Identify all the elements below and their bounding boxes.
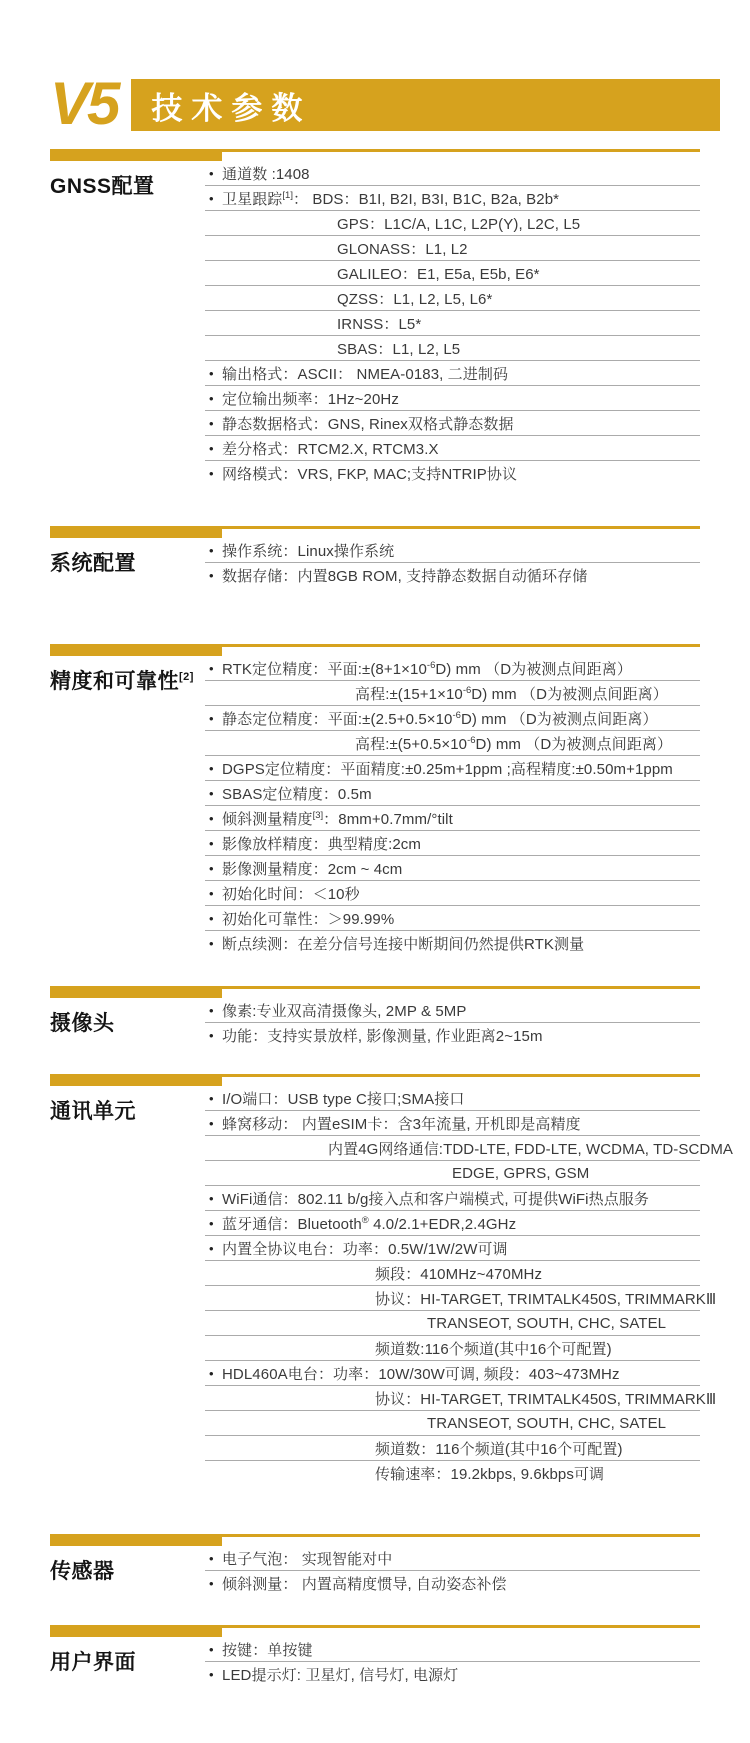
spec-text: I/O端口：USB type C接口;SMA接口 (222, 1090, 465, 1108)
section-body (50, 1637, 700, 1687)
spec-rows (205, 1086, 734, 1486)
spec-text: 卫星跟踪[1]： BDS：B1I, B2I, B3I, B1C, B2a, B2b* (222, 189, 560, 208)
section-sensors (50, 1534, 700, 1596)
spec-row (205, 1286, 717, 1311)
section-communication (50, 1074, 734, 1486)
gold-rule-thick (50, 149, 222, 161)
spec-text: 操作系统：Linux操作系统 (222, 542, 395, 560)
bullet-icon: • (209, 1365, 214, 1381)
gold-rule-thick (50, 526, 222, 538)
spec-row (205, 1361, 700, 1386)
spec-row (205, 931, 700, 956)
spec-rows (205, 656, 700, 956)
section-title: 传感器 (50, 1560, 115, 1584)
spec-row (205, 1411, 700, 1436)
section-title: 用户界面 (50, 1651, 136, 1675)
bullet-icon: • (209, 835, 214, 851)
spec-text: 功能：支持实景放样, 影像测量, 作业距离2~15m (222, 1028, 543, 1046)
gold-rule-thick (50, 1074, 222, 1086)
superscript-note: -6 (452, 709, 461, 721)
superscript-note: -6 (462, 684, 472, 696)
bullet-icon: • (209, 1576, 214, 1592)
spec-text: 蓝牙通信：Bluetooth® 4.0/2.1+EDR,2.4GHz (222, 1214, 517, 1233)
bullet-icon: • (209, 390, 214, 406)
spec-row (205, 1023, 700, 1048)
spec-text: 影像测量精度：2cm ~ 4cm (222, 860, 403, 878)
superscript-note: [1] (282, 189, 293, 201)
section-divider (50, 1625, 700, 1637)
spec-text: LED提示灯: 卫星灯, 信号灯, 电源灯 (222, 1667, 459, 1685)
title-banner (131, 79, 720, 131)
spec-text: 输出格式：ASCII： NMEA-0183, 二进制码 (222, 365, 509, 383)
section-gnss-config (50, 149, 700, 486)
section-body (50, 1546, 700, 1596)
spec-text: 协议：HI-TARGET, TRIMTALK450S, TRIMMARKⅢ (375, 1390, 717, 1408)
bullet-icon: • (209, 710, 214, 726)
spec-text: 初始化可靠性：＞99.99% (222, 910, 395, 928)
spec-text: HDL460A电台：功率：10W/30W可调, 频段：403~473MHz (222, 1365, 620, 1383)
section-divider (50, 526, 700, 538)
spec-text: EDGE, GPRS, GSM (452, 1164, 590, 1182)
bullet-icon: • (209, 415, 214, 431)
spec-text: 内置4G网络通信:TDD-LTE, FDD-LTE, WCDMA, TD-SCDMA (328, 1140, 734, 1158)
bullet-icon: • (209, 1190, 214, 1206)
spec-text: 电子气泡： 实现智能对中 (222, 1550, 393, 1568)
spec-row (205, 906, 700, 931)
spec-row (205, 236, 700, 261)
spec-text: 高程$:\pm(15+1\times 10^{-6}D)$ mm （D为被测点间距离） (355, 684, 668, 703)
bullet-icon: • (209, 860, 214, 876)
spec-text: 频段：410MHz~470MHz (375, 1265, 543, 1283)
section-title: 摄像头 (50, 1012, 115, 1036)
spec-row (205, 261, 700, 286)
spec-text: DGPS定位精度：平面精度:±0.25m+1ppm ;高程精度:±0.50m+1ppm (222, 760, 673, 778)
spec-row (205, 1261, 700, 1286)
spec-text: GLONASS：L1, L2 (337, 240, 468, 258)
spec-row (205, 1236, 700, 1261)
bullet-icon: • (209, 810, 214, 826)
spec-text: IRNSS：L5* (337, 315, 422, 333)
spec-row (205, 856, 700, 881)
spec-row (205, 386, 700, 411)
spec-text: 传输速率：19.2kbps, 9.6kbps可调 (375, 1466, 605, 1484)
bullet-icon: • (209, 936, 214, 952)
spec-text: 数据存储：内置8GB ROM, 支持静态数据自动循环存储 (222, 568, 588, 586)
spec-text: 倾斜测量精度[3]：8mm+0.7mm/°tilt (222, 809, 453, 828)
spec-row (205, 461, 700, 486)
spec-row (205, 998, 700, 1023)
section-title-superscript: [2] (179, 671, 194, 684)
spec-row (205, 781, 700, 806)
spec-text: RTK定位精度：平面$:\pm(8+1\times 10^{-6}D)$ mm （D为被测点间距离） (222, 659, 632, 678)
spec-text: 蜂窝移动： 内置eSIM卡：含3年流量, 开机即是高精度 (222, 1115, 581, 1133)
spec-row (205, 1086, 700, 1111)
spec-text: GALILEO：E1, E5a, E5b, E6* (337, 265, 540, 283)
spec-row (205, 1311, 700, 1336)
spec-text: SBAS定位精度：0.5m (222, 785, 372, 803)
section-body (50, 538, 700, 588)
spec-row (205, 831, 700, 856)
spec-text: TRANSEOT, SOUTH, CHC, SATEL (427, 1414, 667, 1432)
spec-row (205, 1336, 700, 1361)
spec-row (205, 1461, 700, 1486)
bullet-icon: • (209, 1028, 214, 1044)
section-divider (50, 986, 700, 998)
bullet-icon: • (209, 1641, 214, 1657)
bullet-icon: • (209, 660, 214, 676)
spec-text: TRANSEOT, SOUTH, CHC, SATEL (427, 1314, 667, 1332)
spec-rows (205, 998, 700, 1048)
section-body (50, 656, 700, 956)
section-camera (50, 986, 700, 1048)
spec-row (205, 161, 700, 186)
spec-row (205, 881, 700, 906)
section-title: 精度和可靠性[2] (50, 670, 194, 694)
superscript-note: ® (361, 1214, 369, 1226)
spec-row (205, 411, 700, 436)
spec-row (205, 1571, 700, 1596)
spec-text: 差分格式：RTCM2.X, RTCM3.X (222, 440, 439, 458)
spec-row (205, 806, 700, 831)
spec-text: 像素:专业双高清摄像头, 2MP & 5MP (222, 1002, 467, 1020)
spec-text: 频道数：116个频道(其中16个可配置) (375, 1440, 623, 1458)
spec-text: GPS：L1C/A, L1C, L2P(Y), L2C, L5 (337, 215, 581, 233)
spec-rows (205, 161, 700, 486)
spec-text: 协议：HI-TARGET, TRIMTALK450S, TRIMMARKⅢ (375, 1290, 717, 1308)
bullet-icon: • (209, 542, 214, 558)
spec-rows (205, 538, 700, 588)
spec-row (205, 1662, 700, 1687)
superscript-note: -6 (426, 659, 436, 671)
spec-text: 静态定位精度：平面$:\pm(2.5+0.5\times 10^{-6}D)$ mm （D为被测点间距离） (222, 709, 658, 728)
section-accuracy-reliability (50, 644, 700, 956)
gold-rule-thick (50, 1625, 222, 1637)
spec-row (205, 681, 700, 706)
superscript-note: [3] (312, 809, 324, 821)
spec-text: 按键：单按键 (222, 1641, 313, 1659)
spec-text: 频道数:116个频道(其中16个可配置) (375, 1340, 612, 1358)
spec-rows (205, 1546, 700, 1596)
bullet-icon: • (209, 910, 214, 926)
section-user-interface (50, 1625, 700, 1687)
spec-row (205, 656, 700, 681)
spec-row (205, 336, 700, 361)
spec-sections (50, 149, 734, 1687)
spec-row (205, 1111, 700, 1136)
section-divider (50, 149, 700, 161)
bullet-icon: • (209, 466, 214, 482)
spec-row (205, 1136, 734, 1161)
spec-text: 断点续测：在差分信号连接中断期间仍然提供RTK测量 (222, 936, 585, 954)
gold-rule-thick (50, 986, 222, 998)
section-system-config (50, 526, 700, 588)
gold-rule-thick (50, 644, 222, 656)
spec-row (205, 1436, 700, 1461)
bullet-icon: • (209, 440, 214, 456)
spec-text: 内置全协议电台：功率：0.5W/1W/2W可调 (222, 1240, 508, 1258)
section-body (50, 998, 700, 1048)
bullet-icon: • (209, 190, 214, 206)
spec-row (205, 731, 700, 756)
spec-row (205, 286, 700, 311)
spec-row (205, 756, 700, 781)
section-divider (50, 1534, 700, 1546)
product-logo: V5 (50, 70, 118, 137)
bullet-icon: • (209, 1215, 214, 1231)
spec-text: 高程$:\pm(5+0.5\times 10^{-6}D)$ mm （D为被测点间距离） (355, 734, 673, 753)
spec-row (205, 361, 700, 386)
spec-text: 初始化时间：＜10秒 (222, 885, 360, 903)
spec-row (205, 186, 700, 211)
spec-row (205, 563, 700, 588)
spec-text: 静态数据格式：GNS, Rinex双格式静态数据 (222, 415, 514, 433)
spec-row (205, 1211, 700, 1236)
spec-row (205, 436, 700, 461)
gold-rule-thick (50, 1534, 222, 1546)
spec-row (205, 311, 700, 336)
spec-row (205, 1161, 700, 1186)
section-divider (50, 644, 700, 656)
section-divider (50, 1074, 700, 1086)
bullet-icon: • (209, 165, 214, 181)
bullet-icon: • (209, 760, 214, 776)
spec-row (205, 1546, 700, 1571)
bullet-icon: • (209, 885, 214, 901)
spec-text: 倾斜测量： 内置高精度惯导, 自动姿态补偿 (222, 1576, 507, 1594)
spec-text: SBAS：L1, L2, L5 (337, 340, 461, 358)
header (50, 70, 720, 137)
superscript-note: -6 (467, 734, 476, 746)
section-body (50, 1086, 734, 1486)
spec-row (205, 1386, 717, 1411)
bullet-icon: • (209, 365, 214, 381)
section-title: GNSS配置 (50, 175, 155, 199)
section-title: 通讯单元 (50, 1100, 136, 1124)
spec-row (205, 706, 700, 731)
spec-text: WiFi通信：802.11 b/g接入点和客户端模式, 可提供WiFi热点服务 (222, 1190, 649, 1208)
bullet-icon: • (209, 785, 214, 801)
bullet-icon: • (209, 1240, 214, 1256)
spec-rows (205, 1637, 700, 1687)
bullet-icon: • (209, 568, 214, 584)
bullet-icon: • (209, 1090, 214, 1106)
spec-row (205, 538, 700, 563)
spec-row (205, 1637, 700, 1662)
spec-text: 通道数 :1408 (222, 165, 310, 183)
bullet-icon: • (209, 1002, 214, 1018)
bullet-icon: • (209, 1550, 214, 1566)
spec-text: 影像放样精度：典型精度:2cm (222, 835, 422, 853)
spec-text: 定位输出频率：1Hz~20Hz (222, 390, 399, 408)
bullet-icon: • (209, 1667, 214, 1683)
section-body (50, 161, 700, 486)
spec-text: QZSS：L1, L2, L5, L6* (337, 290, 493, 308)
section-title: 系统配置 (50, 552, 136, 576)
bullet-icon: • (209, 1115, 214, 1131)
spec-row (205, 1186, 700, 1211)
spec-row (205, 211, 700, 236)
page-title: 技术参数 (151, 90, 312, 126)
spec-text: 网络模式：VRS, FKP, MAC;支持NTRIP协议 (222, 466, 518, 484)
